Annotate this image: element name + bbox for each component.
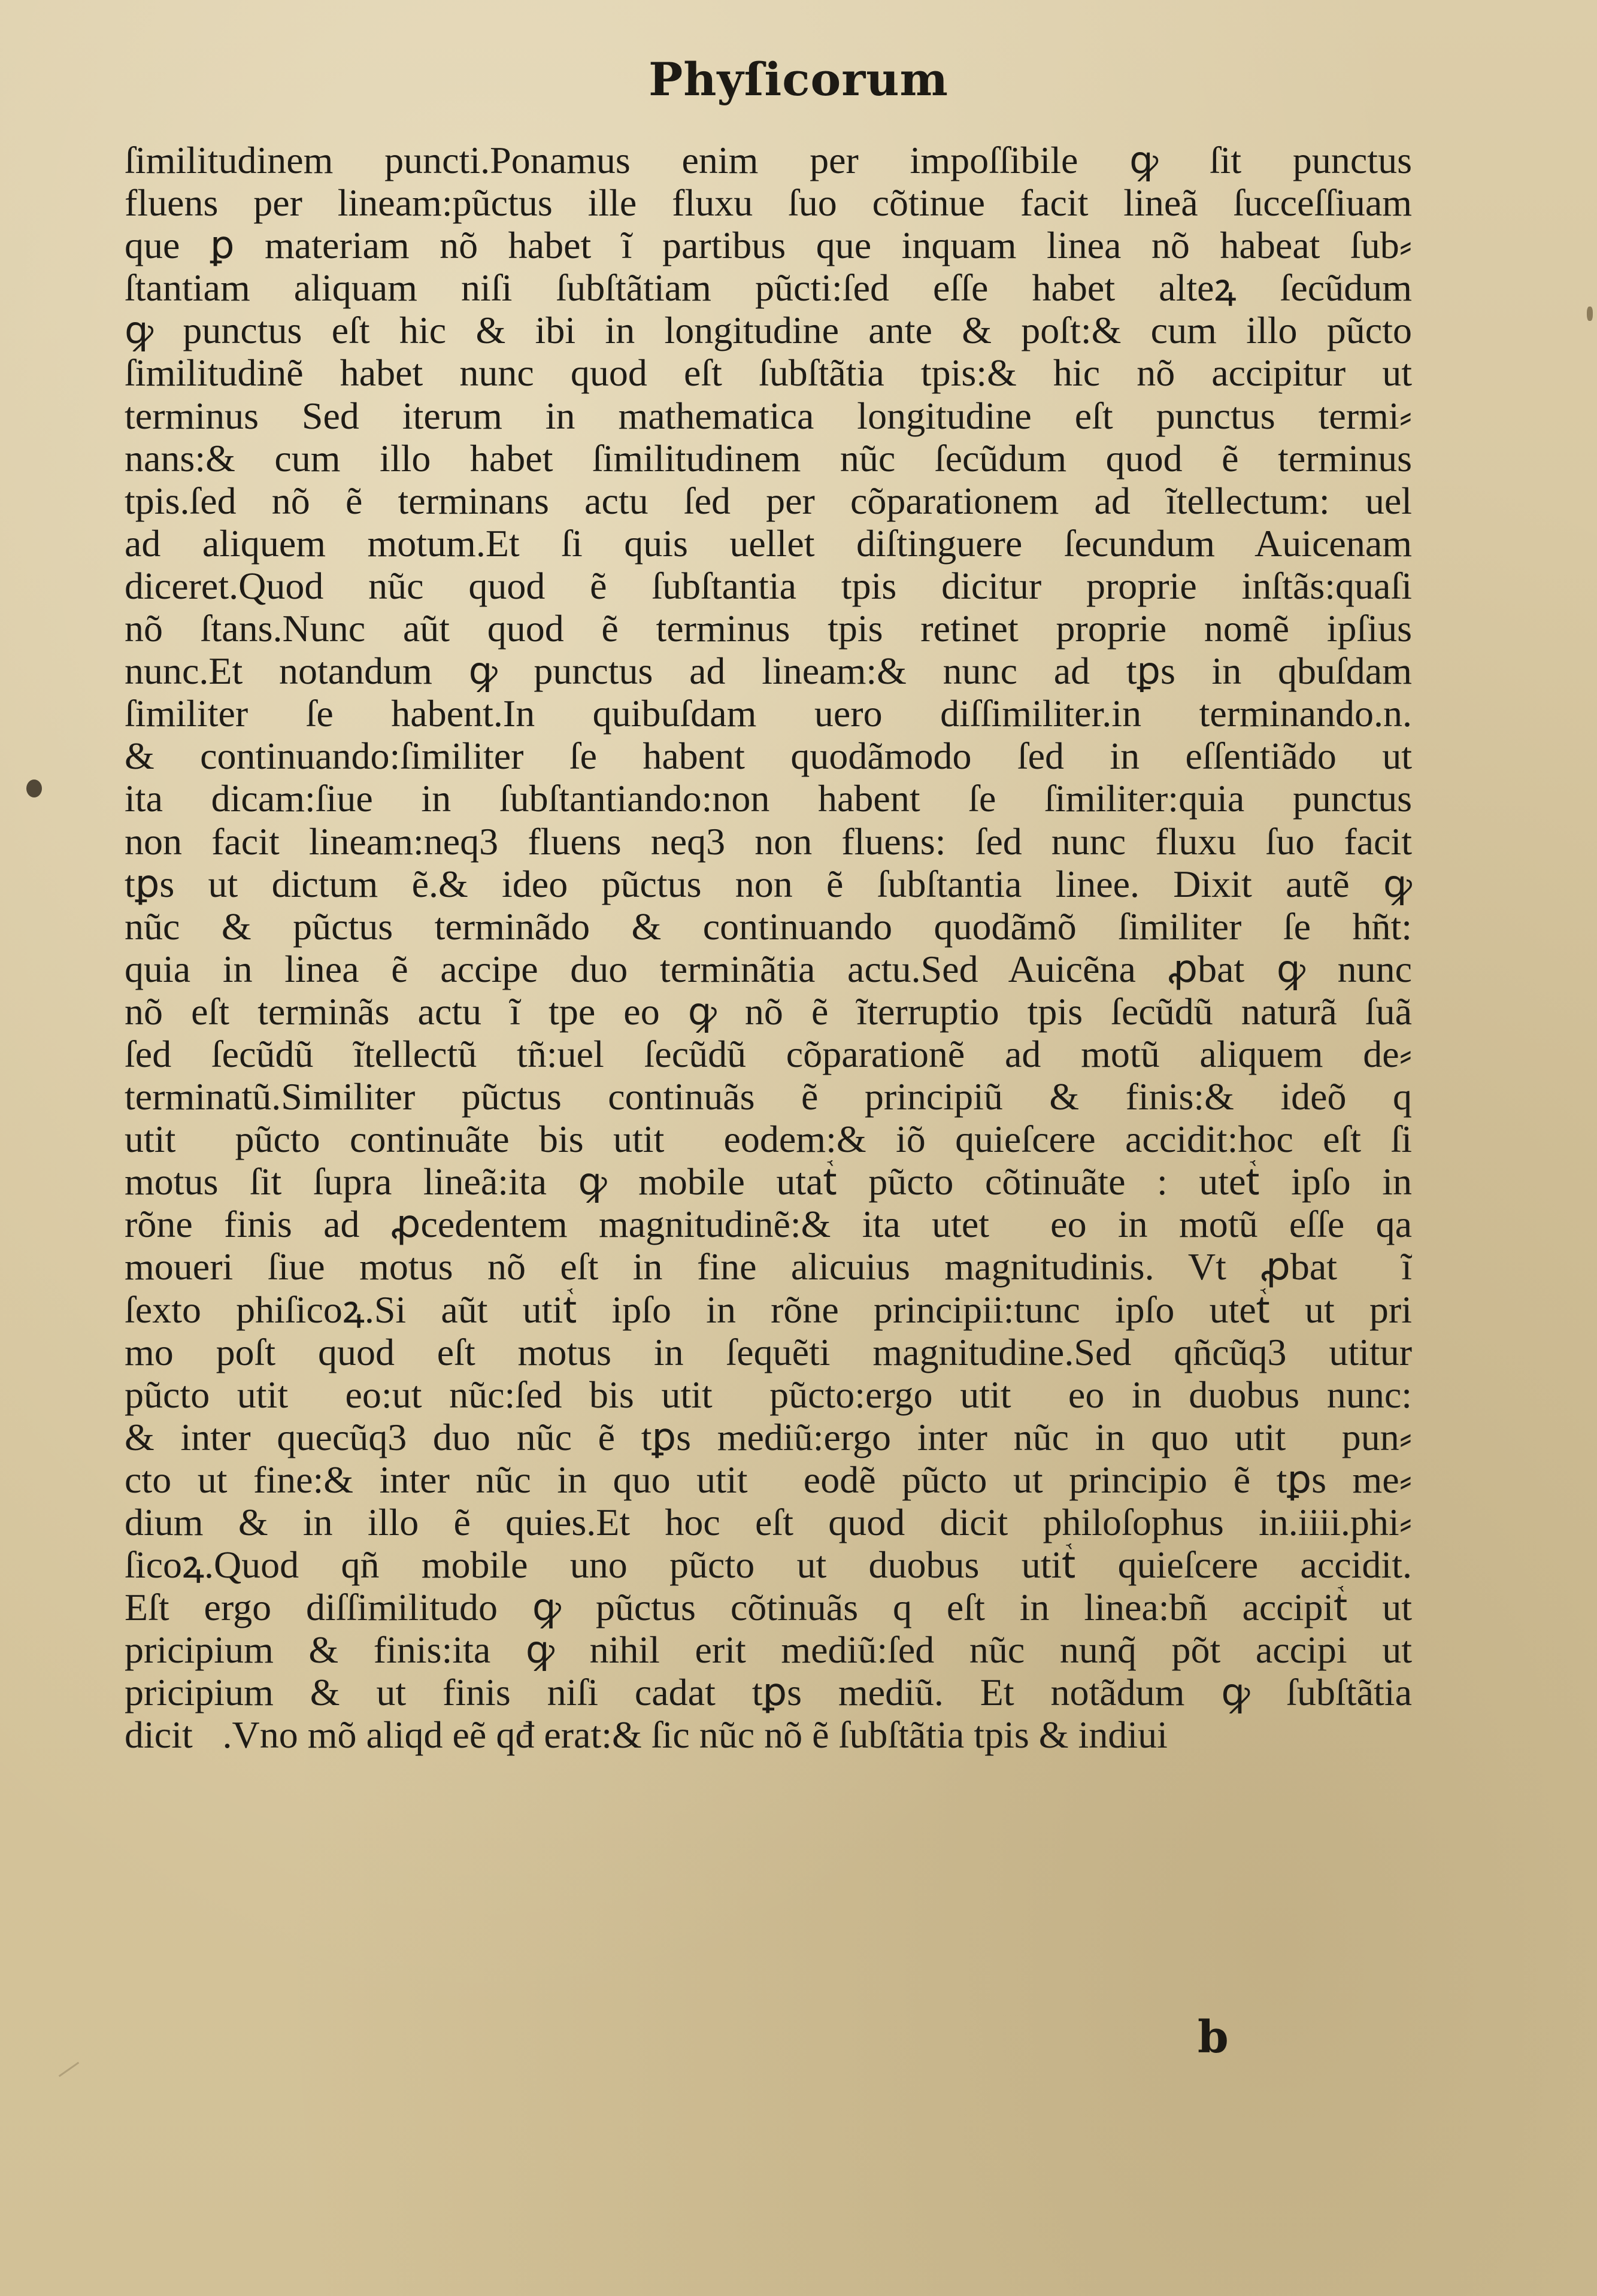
- text-line: motus ſit ſupra lineã:ita ꝙ mobile utatᷣ pũcto cõtinuãte : utetᷣ ipſo in: [125, 1160, 1412, 1203]
- text-line: moueri ſiue motus nõ eſt in fine alicuius magnitudinis. Vt ꝓbatᷣ ĩ: [125, 1245, 1412, 1288]
- ink-stain: [26, 780, 42, 797]
- text-line: nõ eſt terminãs actu ĩ tpe eo ꝙ nõ ẽ ĩterruptio tpis ſecũdũ naturã ſuã: [125, 990, 1412, 1033]
- text-line: ad aliquem motum.Et ſi quis uellet diſtinguere ſecundum Auicenam: [125, 521, 1412, 565]
- text-line: cto ut fine:& inter nũc in quo utitᷣ eodẽ pũcto ut principio ẽ tꝑs me⸗: [125, 1458, 1412, 1501]
- text-line: ita dicam:ſiue in ſubſtantiando:non habent ſe ſimiliter:quia punctus: [125, 777, 1412, 820]
- text-line: pricipium & ut finis niſi cadat tꝑs mediũ. Et notãdum ꝙ ſubſtãtia: [125, 1671, 1412, 1714]
- text-line: Eſt ergo diſſimilitudo ꝙ pũctus cõtinuãs q eſt in linea:bñ accipitᷣ ut: [125, 1586, 1412, 1629]
- text-line: ſimilitudinẽ habet nunc quod eſt ſubſtãtia tpis:& hic nõ accipitur ut: [125, 351, 1412, 395]
- text-line: ſimiliter ſe habent.In quibuſdam uero diſſimiliter.in terminando.n.: [125, 692, 1412, 735]
- text-line: ſtantiam aliquam niſi ſubſtãtiam pũcti:ſed eſſe habet alteꝝ ſecũdum: [125, 266, 1412, 310]
- text-line: nunc.Et notandum ꝙ punctus ad lineam:& nunc ad tꝑs in qbuſdam: [125, 650, 1412, 693]
- text-line: ſexto phiſicoꝝ.Si aũt utitᷣ ipſo in rõne principii:tunc ipſo utetᷣ ut pri: [125, 1288, 1412, 1331]
- text-line: ſimilitudinem puncti.Ponamus enim per impoſſibile ꝙ ſit punctus: [125, 139, 1412, 181]
- paper-scratch: [59, 2062, 79, 2077]
- text-line: nans:& cum illo habet ſimilitudinem nũc ſecũdum quod ẽ terminus: [125, 436, 1412, 480]
- text-line: dium & in illo ẽ quies.Et hoc eſt quod dicit philoſophus in.iiii.phi⸗: [125, 1501, 1412, 1543]
- text-line: utitᷣ pũcto continuãte bis utitᷣ eodem:& iõ quieſcere accidit:hoc eſt ſi: [125, 1118, 1412, 1161]
- text-line: quia in linea ẽ accipe duo terminãtia actu.Sed Auicẽna ꝓbat ꝙ nunc: [125, 947, 1412, 990]
- text-line: terminatũ.Similiter pũctus continuãs ẽ principiũ & finis:& ideõ q: [125, 1075, 1412, 1118]
- text-line: mo poſt quod eſt motus in ſequẽti magnitudine.Sed qñcũq3 utitur: [125, 1330, 1412, 1373]
- text-line: pricipium & finis:ita ꝙ nihil erit mediũ:ſed nũc nunq̃ põt accipi ut: [125, 1628, 1412, 1672]
- text-line: terminus Sed iterum in mathematica longitudine eſt punctus termi⸗: [125, 394, 1412, 437]
- text-line: tpis.ſed nõ ẽ terminans actu ſed per cõparationem ad ĩtellectum: uel: [125, 479, 1412, 522]
- text-line: ſicoꝝ.Quod qñ mobile uno pũcto ut duobus utitᷣ quieſcere accidit.: [125, 1543, 1412, 1587]
- text-line: ꝙ punctus eſt hic & ibi in longitudine ante & poſt:& cum illo pũcto: [125, 309, 1412, 352]
- running-head: Phyſicorum: [649, 53, 948, 106]
- text-line: & inter quecũq3 duo nũc ẽ tꝑs mediũ:ergo inter nũc in quo utitᷣ pun⸗: [125, 1415, 1412, 1458]
- text-line: pũcto utitᷣ eo:ut nũc:ſed bis utitᷣ pũcto:ergo utitᷣ eo in duobus nunc:: [125, 1373, 1412, 1416]
- text-line: nũc & pũctus terminãdo & continuando quodãmõ ſimiliter ſe hñt:: [125, 905, 1412, 948]
- text-line: ſed ſecũdũ ĩtellectũ tñ:uel ſecũdũ cõparationẽ ad motũ aliquem de⸗: [125, 1032, 1412, 1075]
- text-line: non facit lineam:neq3 fluens neq3 non fluens: ſed nunc fluxu ſuo facit: [125, 820, 1412, 863]
- text-line: diceret.Quod nũc quod ẽ ſubſtantia tpis dicitur proprie inſtãs:quaſi: [125, 564, 1412, 607]
- text-line: fluens per lineam:pũctus ille fluxu ſuo cõtinue facit lineã ſucceſſiuam: [125, 181, 1412, 225]
- text-line: & continuando:ſimiliter ſe habent quodãmodo ſed in eſſentiãdo ut: [125, 735, 1412, 778]
- margin-mark: [1587, 307, 1593, 321]
- text-line: dicitᷣ.Vno mõ aliqd eẽ qđ erat:& ſic nũc nõ ẽ ſubſtãtia tpis & indiui: [125, 1713, 1168, 1757]
- text-line: nõ ſtans.Nunc aũt quod ẽ terminus tpis retinet proprie nomẽ ipſius: [125, 607, 1412, 650]
- text-line: tꝑs ut dictum ẽ.& ideo pũctus non ẽ ſubſtantia linee. Dixit autẽ ꝙ: [125, 862, 1412, 905]
- text-line: rõne finis ad ꝓcedentem magnitudinẽ:& ita utetᷣ eo in motũ eſſe qa: [125, 1203, 1412, 1246]
- text-block: [125, 139, 1412, 1757]
- signature-mark: b: [1198, 2012, 1229, 2063]
- text-line: que ꝑ materiam nõ habet ĩ partibus que inquam linea nõ habeat ſub⸗: [125, 224, 1412, 267]
